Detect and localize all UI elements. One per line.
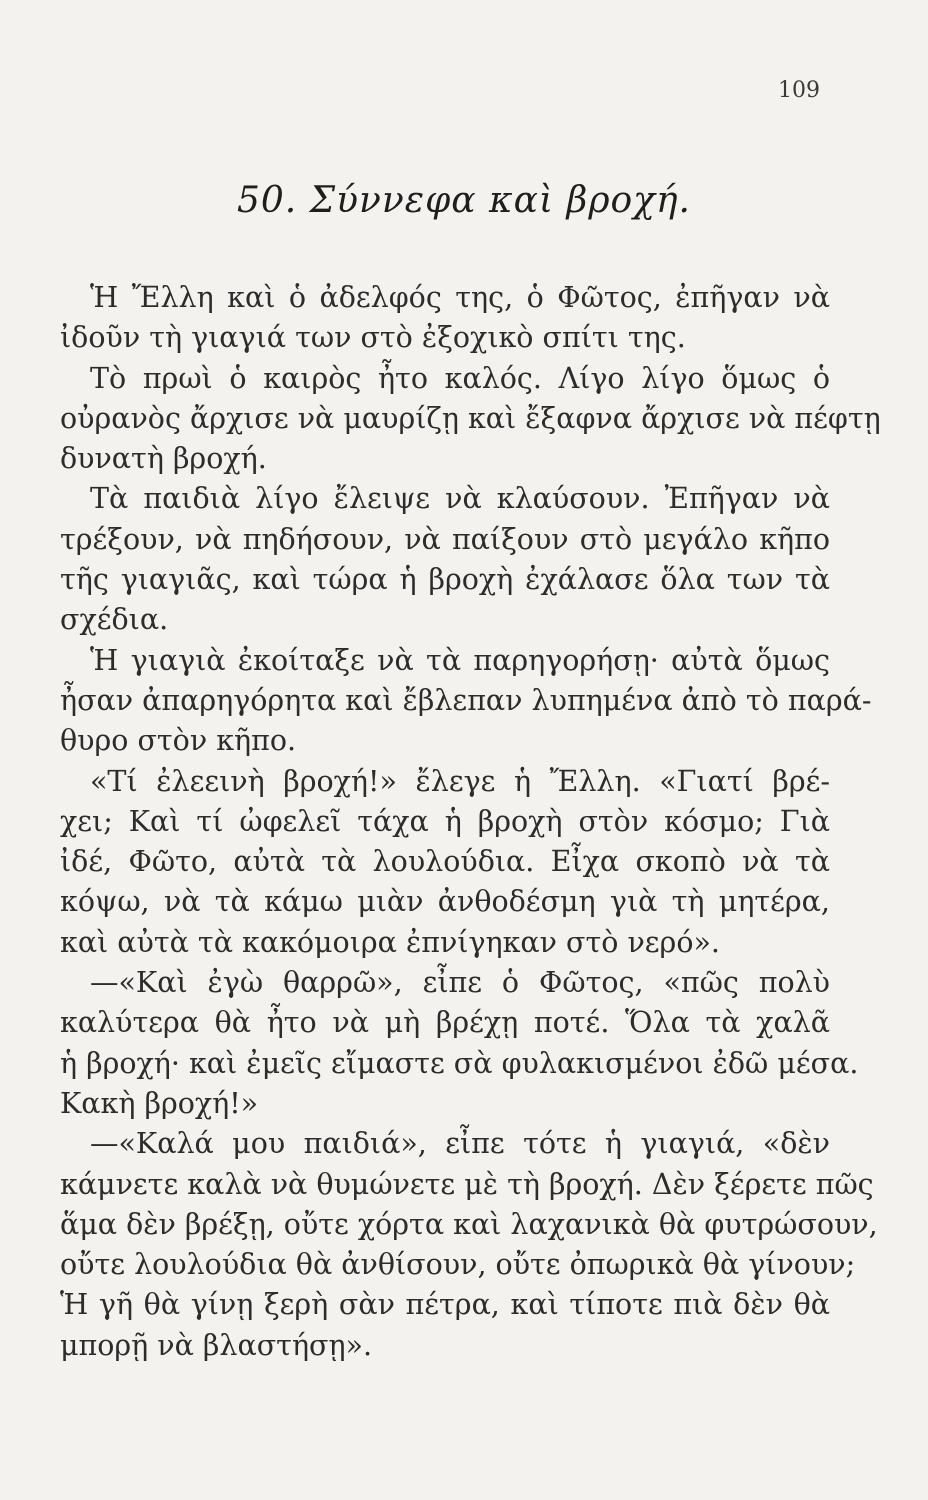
text-line: θυρο στὸν κῆπο. (60, 724, 297, 758)
text-line: —«Καὶ ἐγὼ θαρρῶ», εἶπε ὁ Φῶτος, «πῶς πολὺ (90, 966, 830, 1000)
text-line: μπορῇ νὰ βλαστήσῃ». (60, 1328, 373, 1362)
body-text (60, 278, 881, 1366)
text-line: Ἡ γῆ θὰ γίνῃ ξερὴ σὰν πέτρα, καὶ τίποτε πιὰ δὲν θὰ (60, 1288, 830, 1322)
text-line: χει; Καὶ τί ὠφελεῖ τάχα ἡ βροχὴ στὸν κόσμο; Γιὰ (60, 804, 830, 838)
page-number: 109 (778, 78, 820, 103)
chapter-title: 50. Σύννεφα καὶ βροχή. (236, 180, 692, 221)
text-line: καὶ αὐτὰ τὰ κακόμοιρα ἐπνίγηκαν στὸ νερό». (60, 925, 720, 959)
text-line: σχέδια. (60, 603, 169, 637)
text-line: οὐρανὸς ἄρχισε νὰ μαυρίζῃ καὶ ἔξαφνα ἄρχισε νὰ πέφτῃ (60, 401, 881, 435)
text-line: δυνατὴ βροχή. (60, 442, 267, 476)
text-line: —«Καλά μου παιδιά», εἶπε τότε ἡ γιαγιά, «δὲν (90, 1127, 830, 1161)
text-line: τρέξουν, νὰ πηδήσουν, νὰ παίξουν στὸ μεγάλο κῆπο (60, 522, 830, 556)
text-line: Τὸ πρωὶ ὁ καιρὸς ἦτο καλός. Λίγο λίγο ὅμως ὁ (90, 361, 830, 395)
text-line: οὔτε λουλούδια θὰ ἀνθίσουν, οὔτε ὀπωρικὰ θὰ γίνουν; (60, 1248, 856, 1282)
text-line: κάμνετε καλὰ νὰ θυμώνετε μὲ τὴ βροχή. Δὲν ξέρετε πῶς (60, 1167, 874, 1201)
text-line: καλύτερα θὰ ἦτο νὰ μὴ βρέχῃ ποτέ. Ὅλα τὰ χαλᾶ (60, 1006, 830, 1040)
text-line: Ἡ γιαγιὰ ἐκοίταξε νὰ τὰ παρηγορήσῃ· αὐτὰ ὅμως (90, 643, 830, 677)
text-line: ἰδέ, Φῶτο, αὐτὰ τὰ λουλούδια. Εἶχα σκοπὸ νὰ τὰ (60, 845, 830, 879)
text-line: Κακὴ βροχή!» (60, 1086, 259, 1120)
text-line: ἦσαν ἀπαρηγόρητα καὶ ἔβλεπαν λυπημένα ἀπὸ τὸ παρά- (60, 683, 872, 717)
text-line: κόψω, νὰ τὰ κάμω μιὰν ἀνθοδέσμη γιὰ τὴ μητέρα, (60, 885, 830, 919)
text-line: «Τί ἐλεεινὴ βροχή!» ἔλεγε ἡ Ἔλλη. «Γιατί βρέ- (90, 764, 830, 798)
text-line: Ἡ Ἔλλη καὶ ὁ ἀδελφός της, ὁ Φῶτος, ἐπῆγαν νὰ (90, 281, 830, 314)
text-line: Τὰ παιδιὰ λίγο ἔλειψε νὰ κλαύσουν. Ἐπῆγαν νὰ (90, 482, 830, 516)
text-line: τῆς γιαγιᾶς, καὶ τώρα ἡ βροχὴ ἐχάλασε ὅλα των τὰ (60, 563, 830, 597)
text-line: ἅμα δὲν βρέξῃ, οὔτε χόρτα καὶ λαχανικὰ θὰ φυτρώσουν, (60, 1207, 878, 1241)
text-line: ἰδοῦν τὴ γιαγιά των στὸ ἐξοχικὸ σπίτι της. (60, 321, 686, 355)
text-line: ἡ βροχή· καὶ ἐμεῖς εἴμαστε σὰ φυλακισμένοι ἐδῶ μέσα. (60, 1046, 859, 1080)
